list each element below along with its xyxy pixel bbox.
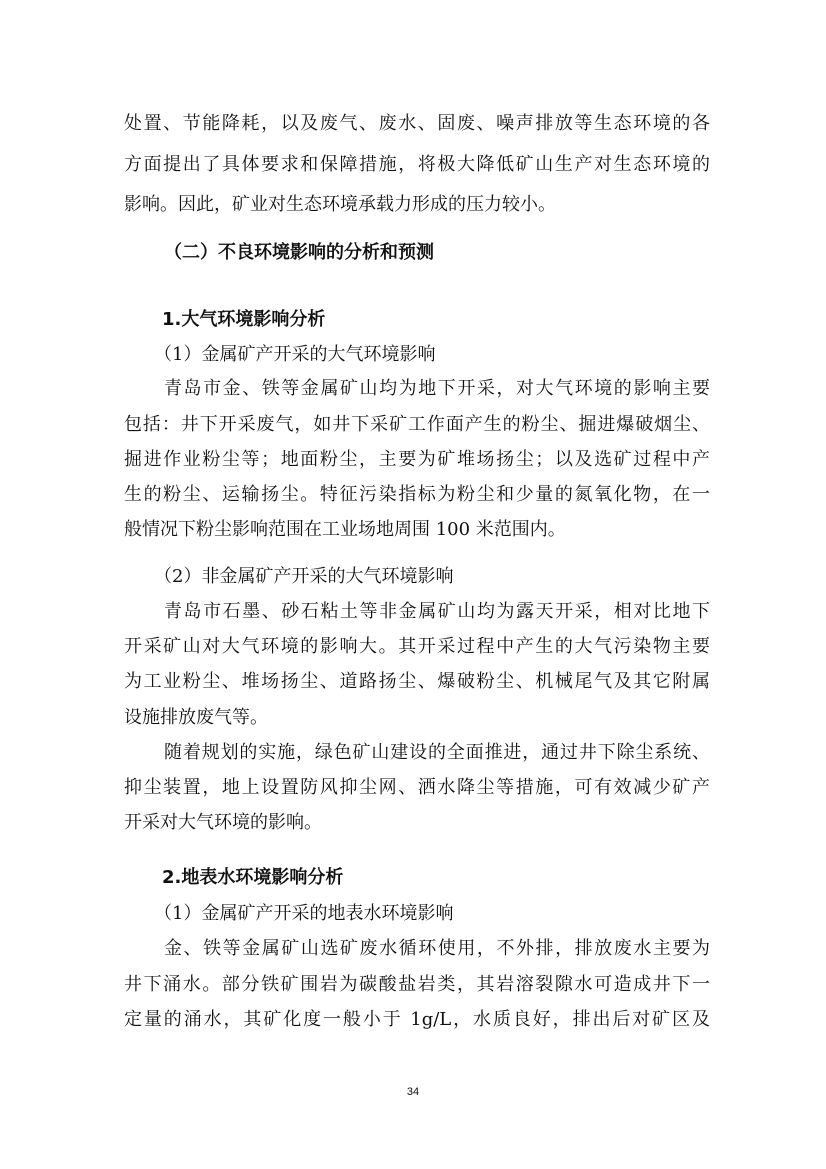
paragraph-line: 定量的涌水，其矿化度一般小于 1g/L，水质良好，排出后对矿区及 bbox=[124, 1009, 710, 1030]
subsection-heading: 2.地表水环境影响分析 bbox=[162, 867, 344, 888]
paragraph-line: 方面提出了具体要求和保障措施，将极大降低矿山生产对生态环境的 bbox=[124, 154, 710, 175]
paragraph-line: 开采矿山对大气环境的影响大。其开采过程中产生的大气污染物主要 bbox=[124, 636, 710, 657]
paragraph-line: 处置、节能降耗，以及废气、废水、固废、噪声排放等生态环境的各 bbox=[124, 113, 710, 134]
paragraph-line: 为工业粉尘、堆场扬尘、道路扬尘、爆破粉尘、机械尾气及其它附属 bbox=[124, 671, 710, 692]
paragraph-line: 抑尘装置，地上设置防风抑尘网、洒水降尘等措施，可有效减少矿产 bbox=[124, 777, 710, 798]
paragraph-line: 金、铁等金属矿山选矿废水循环使用，不外排，排放废水主要为 bbox=[164, 938, 710, 959]
paragraph-line: 生的粉尘、运输扬尘。特征污染指标为粉尘和少量的氮氧化物，在一 bbox=[124, 484, 710, 505]
paragraph-line: 开采对大气环境的影响。 bbox=[124, 812, 322, 833]
paragraph-line: 般情况下粉尘影响范围在工业场地周围 100 米范围内。 bbox=[124, 519, 566, 540]
section-heading: （二）不良环境影响的分析和预测 bbox=[164, 242, 434, 263]
paragraph-line: 井下涌水。部分铁矿围岩为碳酸盐岩类，其岩溶裂隙水可造成井下一 bbox=[124, 974, 710, 995]
paragraph-line: 随着规划的实施，绿色矿山建设的全面推进，通过井下除尘系统、 bbox=[164, 742, 710, 763]
paragraph-line: 青岛市金、铁等金属矿山均为地下开采，对大气环境的影响主要 bbox=[164, 378, 710, 399]
paragraph-line: 设施排放废气等。 bbox=[124, 707, 268, 728]
paragraph-line: 掘进作业粉尘等；地面粉尘，主要为矿堆场扬尘；以及选矿过程中产 bbox=[124, 449, 710, 470]
paragraph-line: 青岛市石墨、砂石粘土等非金属矿山均为露天开采，相对比地下 bbox=[164, 601, 710, 622]
subsection-heading: 1.大气环境影响分析 bbox=[162, 309, 326, 330]
paragraph-line: 包括：井下开采废气，如井下采矿工作面产生的粉尘、掘进爆破烟尘、 bbox=[124, 414, 710, 435]
sub-subheading: （1）金属矿产开采的大气环境影响 bbox=[154, 344, 436, 365]
sub-subheading: （1）金属矿产开采的地表水环境影响 bbox=[154, 903, 454, 924]
paragraph-line: 影响。因此，矿业对生态环境承载力形成的压力较小。 bbox=[124, 194, 556, 215]
page-number: 34 bbox=[406, 1086, 420, 1098]
sub-subheading: （2）非金属矿产开采的大气环境影响 bbox=[154, 566, 454, 587]
